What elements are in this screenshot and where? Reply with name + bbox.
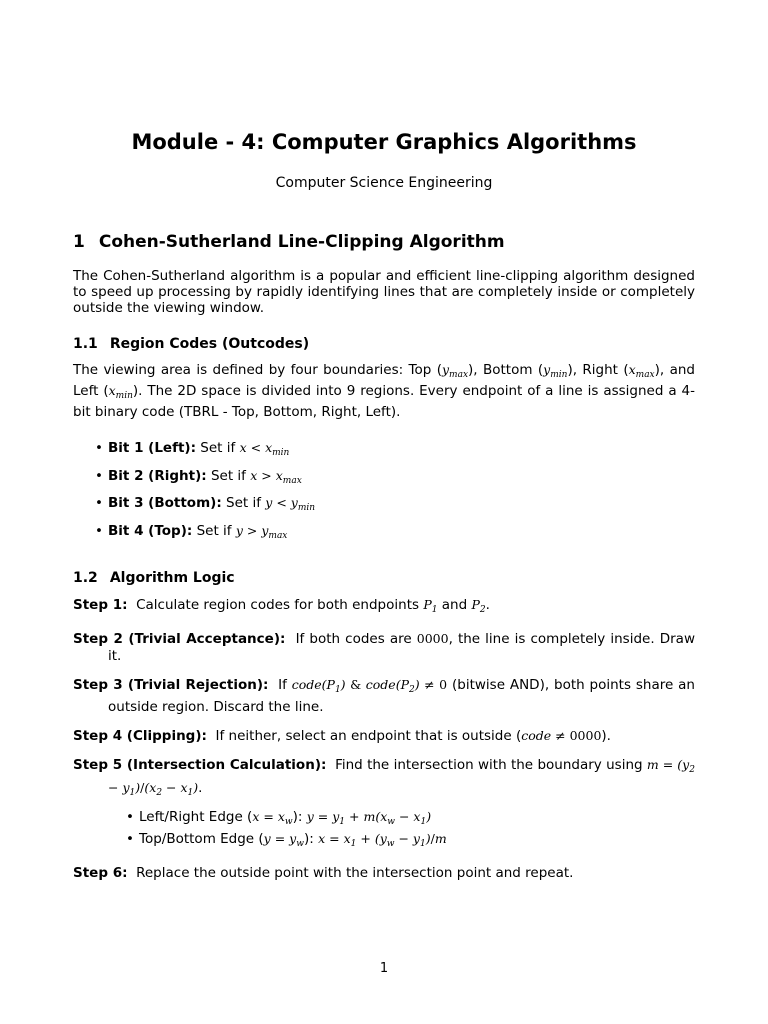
text-fragment: ), and Left ( — [73, 362, 695, 399]
math-p1: $P_1$ — [423, 597, 438, 615]
list-item — [126, 831, 695, 853]
step-5 — [73, 756, 695, 802]
step-text: (bitwise AND), both points share an outside region. Discard the line. — [108, 677, 695, 715]
intro-paragraph: The Cohen-Sutherland algorithm is a popular and efficient line-clipping algorithm designed to speed up processing by rapidly identifying lines that are completely inside or completely outside the viewing window. — [73, 268, 695, 316]
step-text: Replace the outside point with the intersection point and repeat. — [136, 865, 574, 881]
math-p2: $P_2$ — [471, 597, 486, 615]
bit-list — [73, 440, 695, 550]
bullet-icon: • — [126, 831, 134, 847]
step-label: Step 1: — [73, 597, 128, 613]
section-number: 1 — [73, 232, 85, 252]
region-codes-paragraph — [73, 362, 695, 420]
math-edge-cond: $x = x_w$ — [252, 809, 293, 827]
step-label: Step 4 (Clipping): — [73, 728, 207, 744]
bullet-icon: • — [95, 467, 103, 484]
math-edge-formula: $x = x_1 + (y_w - y_1)/m$ — [318, 831, 447, 849]
bit-condition: $x < x_{min}$ — [239, 440, 290, 458]
step-text: and — [441, 597, 468, 613]
step-3 — [73, 676, 695, 716]
bullet-icon: • — [95, 440, 103, 456]
math-ymin: $y_{min}$ — [543, 362, 568, 380]
bit-text: Set if — [200, 440, 236, 456]
step-label: Step 6: — [73, 865, 128, 881]
subsection-title: Algorithm Logic — [109, 570, 235, 586]
list-item — [95, 523, 695, 551]
subsection-number: 1.1 — [73, 336, 98, 352]
step-text: . — [198, 780, 203, 796]
page-number: 1 — [379, 961, 389, 976]
bit-label: Bit 4 (Top): — [108, 522, 193, 539]
step-label: Step 5 (Intersection Calculation): — [73, 757, 327, 773]
step-list — [73, 596, 695, 882]
step-text: Calculate region codes for both endpoints — [136, 597, 420, 613]
bit-text: Set if — [210, 467, 246, 484]
text-fragment: ). The 2D space is divided into 9 regions. Every endpoint of a line is assigned a 4-bit binary code (TBRL - Top, Bottom, Right, Left). — [73, 383, 695, 420]
section-title: Cohen-Sutherland Line-Clipping Algorithm — [98, 232, 505, 252]
step-2 — [73, 630, 695, 665]
section-heading — [73, 232, 695, 252]
bit-text: Set if — [196, 522, 232, 539]
step-label: Step 3 (Trivial Rejection): — [73, 677, 269, 693]
subsection-heading-region-codes — [73, 336, 695, 352]
math-and-condition: $code(P_1)$ & $code(P_2) \ne 0$ — [291, 677, 448, 695]
subsection-heading-algorithm-logic — [73, 570, 695, 586]
text-fragment: ), Right ( — [567, 362, 629, 378]
bullet-icon: • — [126, 809, 134, 825]
step-text: ). — [601, 728, 611, 744]
bit-condition: $x > x_{max}$ — [250, 467, 302, 486]
bit-condition: $y > y_{max}$ — [235, 522, 288, 541]
step-1 — [73, 596, 695, 619]
document-title: Module - 4: Computer Graphics Algorithms — [131, 130, 637, 154]
edge-text: ): — [303, 831, 314, 847]
list-item — [95, 495, 695, 523]
list-item — [95, 440, 695, 468]
text-fragment: The viewing area is defined by four boundaries: Top ( — [73, 362, 442, 378]
step-label: Step 2 (Trivial Acceptance): — [73, 631, 286, 647]
bit-text: Set if — [226, 495, 261, 511]
step-text: If both codes are — [295, 631, 412, 647]
document-body — [73, 232, 695, 893]
step-text: . — [485, 597, 490, 613]
step-6 — [73, 865, 695, 882]
math-outside-condition: code ≠ 0000 — [521, 728, 602, 743]
step-4 — [73, 727, 695, 745]
edge-label: Left/Right Edge ( — [139, 809, 253, 825]
math-xmin: $x_{min}$ — [108, 383, 133, 401]
math-ymax: $y_{max}$ — [441, 362, 469, 380]
math-edge-cond: $y = y_w$ — [263, 831, 304, 849]
text-fragment: ), Bottom ( — [468, 362, 544, 378]
subsection-title: Region Codes (Outcodes) — [109, 336, 310, 352]
edge-list — [73, 809, 695, 853]
step-text: , the line is completely inside. Draw it. — [108, 631, 695, 664]
bullet-icon: • — [95, 522, 103, 539]
step-text: Find the intersection with the boundary using — [335, 757, 643, 773]
list-item — [95, 468, 695, 496]
math-code: 0000 — [416, 631, 449, 646]
math-slope: $m = (y_2 - y_1)/(x_2 - x_1)$ — [108, 757, 695, 798]
bit-label: Bit 2 (Right): — [108, 467, 207, 484]
bit-label: Bit 1 (Left): — [108, 440, 196, 456]
edge-text: ): — [292, 809, 303, 825]
step-text: If neither, select an endpoint that is outside ( — [215, 728, 522, 744]
list-item — [126, 809, 695, 831]
bullet-icon: • — [95, 495, 103, 511]
bit-label: Bit 3 (Bottom): — [108, 495, 222, 511]
document-subtitle: Computer Science Engineering — [275, 175, 493, 191]
subsection-number: 1.2 — [73, 570, 98, 586]
edge-label: Top/Bottom Edge ( — [139, 831, 264, 847]
bit-condition: $y < y_{min}$ — [265, 495, 316, 513]
step-text: If — [278, 677, 287, 693]
math-xmax: $x_{max}$ — [628, 362, 655, 380]
math-edge-formula: $y = y_1 + m(x_w - x_1)$ — [306, 809, 432, 827]
